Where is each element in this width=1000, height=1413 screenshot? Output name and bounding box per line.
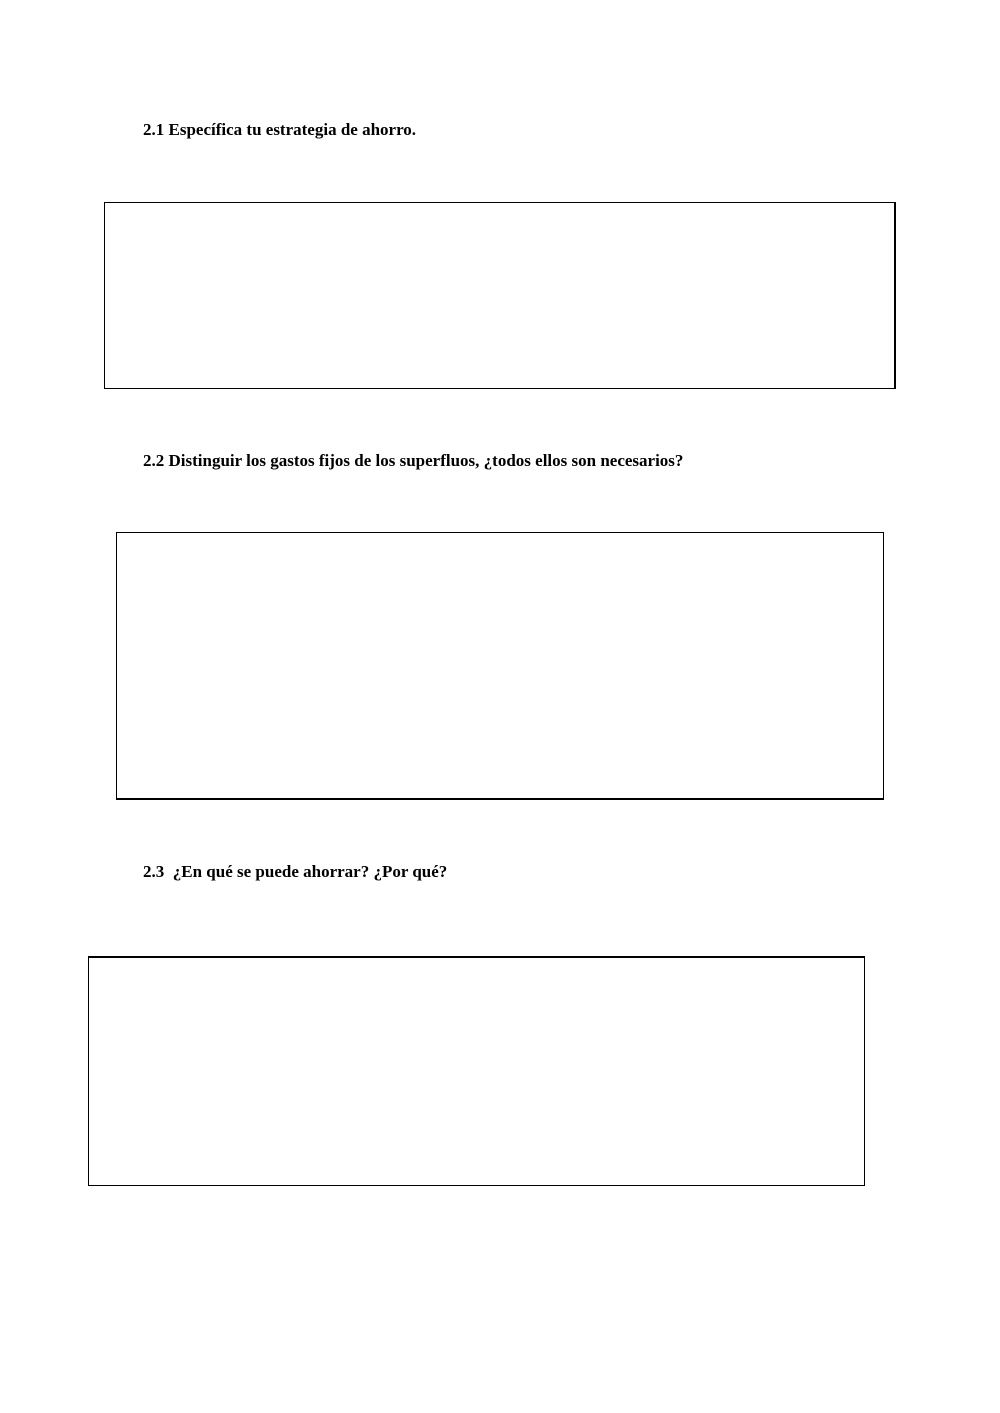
question-2-1-label: 2.1 Específica tu estrategia de ahorro. (143, 120, 417, 139)
answer-box-2-2[interactable] (116, 532, 884, 800)
question-2-2-label: 2.2 Distinguir los gastos fijos de los superfluos, ¿todos ellos son necesarios? (143, 451, 684, 470)
question-2-3-label: 2.3 ¿En qué se puede ahorrar? ¿Por qué? (143, 862, 448, 881)
answer-box-2-3[interactable] (88, 956, 865, 1186)
answer-box-2-1[interactable] (104, 202, 896, 389)
